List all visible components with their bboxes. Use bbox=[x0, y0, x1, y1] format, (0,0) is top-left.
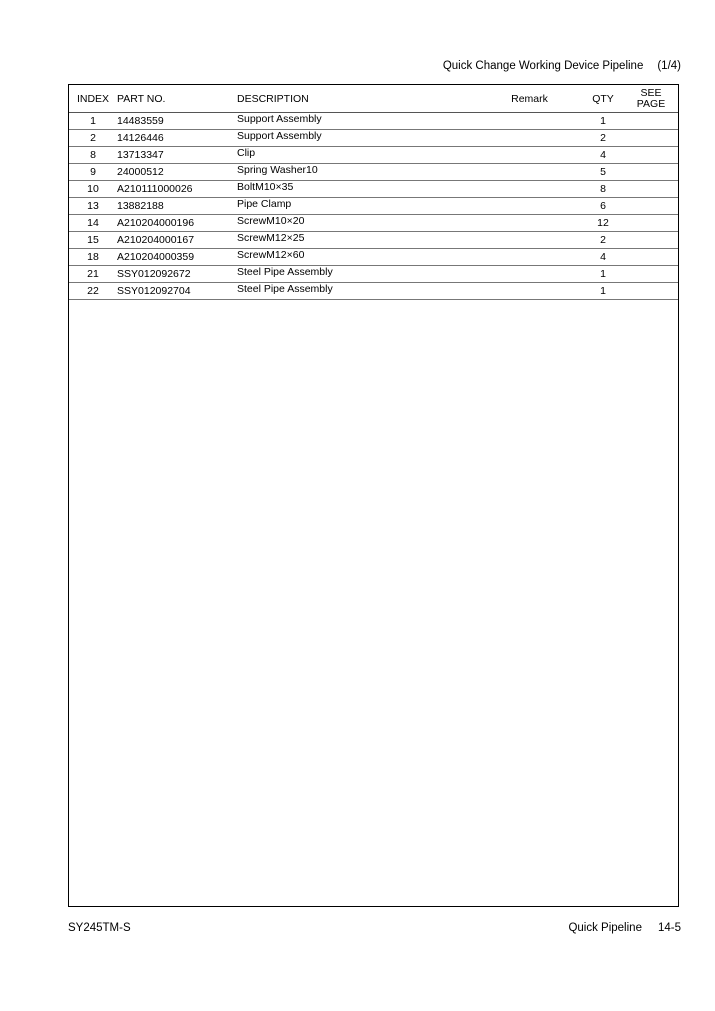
column-header-part-no: PART NO. bbox=[117, 85, 237, 113]
cell-description: ScrewM12×60 bbox=[237, 249, 477, 266]
cell-see-page bbox=[624, 283, 678, 300]
cell-see-page bbox=[624, 232, 678, 249]
table-row bbox=[69, 266, 678, 283]
page-header bbox=[443, 60, 681, 72]
cell-remark bbox=[477, 147, 582, 164]
parts-table-body bbox=[69, 113, 678, 300]
cell-description: Support Assembly bbox=[237, 130, 477, 147]
see-page-line1: SEE bbox=[640, 86, 662, 99]
cell-description: Spring Washer10 bbox=[237, 164, 477, 181]
cell-index: 21 bbox=[69, 266, 117, 283]
table-row bbox=[69, 215, 678, 232]
cell-qty: 2 bbox=[582, 232, 624, 249]
cell-qty: 1 bbox=[582, 283, 624, 300]
cell-index: 10 bbox=[69, 181, 117, 198]
table-header-row bbox=[69, 85, 678, 113]
cell-description: ScrewM10×20 bbox=[237, 215, 477, 232]
table-row bbox=[69, 113, 678, 130]
cell-part-no: 13882188 bbox=[117, 198, 237, 215]
cell-description: Clip bbox=[237, 147, 477, 164]
parts-table bbox=[69, 85, 678, 300]
cell-remark bbox=[477, 164, 582, 181]
cell-qty: 2 bbox=[582, 130, 624, 147]
cell-see-page bbox=[624, 130, 678, 147]
column-header-qty: QTY bbox=[582, 85, 624, 113]
cell-qty: 1 bbox=[582, 113, 624, 130]
cell-see-page bbox=[624, 266, 678, 283]
footer-model: SY245TM-S bbox=[68, 922, 131, 934]
cell-description: Steel Pipe Assembly bbox=[237, 283, 477, 300]
cell-part-no: SSY012092672 bbox=[117, 266, 237, 283]
cell-qty: 4 bbox=[582, 249, 624, 266]
cell-index: 14 bbox=[69, 215, 117, 232]
parts-list-frame bbox=[68, 84, 679, 907]
cell-qty: 5 bbox=[582, 164, 624, 181]
cell-remark bbox=[477, 266, 582, 283]
table-row bbox=[69, 249, 678, 266]
cell-qty: 8 bbox=[582, 181, 624, 198]
table-row bbox=[69, 147, 678, 164]
cell-description: Support Assembly bbox=[237, 113, 477, 130]
cell-remark bbox=[477, 130, 582, 147]
cell-remark bbox=[477, 283, 582, 300]
cell-qty: 4 bbox=[582, 147, 624, 164]
cell-qty: 6 bbox=[582, 198, 624, 215]
cell-part-no: 13713347 bbox=[117, 147, 237, 164]
column-header-see-page bbox=[624, 85, 678, 113]
cell-remark bbox=[477, 181, 582, 198]
table-row bbox=[69, 283, 678, 300]
cell-part-no: A210204000359 bbox=[117, 249, 237, 266]
page-title: Quick Change Working Device Pipeline bbox=[442, 60, 644, 72]
column-header-description: DESCRIPTION bbox=[237, 85, 477, 113]
cell-index: 9 bbox=[69, 164, 117, 181]
cell-part-no: SSY012092704 bbox=[117, 283, 237, 300]
see-page-line2: PAGE bbox=[636, 97, 666, 110]
cell-remark bbox=[477, 249, 582, 266]
cell-qty: 1 bbox=[582, 266, 624, 283]
table-row bbox=[69, 181, 678, 198]
cell-index: 15 bbox=[69, 232, 117, 249]
cell-see-page bbox=[624, 164, 678, 181]
table-row bbox=[69, 198, 678, 215]
cell-part-no: A210111000026 bbox=[117, 181, 237, 198]
cell-remark bbox=[477, 198, 582, 215]
cell-index: 18 bbox=[69, 249, 117, 266]
cell-part-no: A210204000196 bbox=[117, 215, 237, 232]
table-row bbox=[69, 164, 678, 181]
cell-part-no: 14483559 bbox=[117, 113, 237, 130]
cell-part-no: A210204000167 bbox=[117, 232, 237, 249]
cell-see-page bbox=[624, 181, 678, 198]
cell-remark bbox=[477, 113, 582, 130]
page-count: (1/4) bbox=[657, 60, 681, 72]
cell-see-page bbox=[624, 147, 678, 164]
column-header-remark: Remark bbox=[477, 85, 582, 113]
cell-see-page bbox=[624, 249, 678, 266]
cell-description: BoltM10×35 bbox=[237, 181, 477, 198]
table-row bbox=[69, 232, 678, 249]
cell-index: 8 bbox=[69, 147, 117, 164]
cell-see-page bbox=[624, 113, 678, 130]
column-header-index: INDEX bbox=[69, 85, 117, 113]
cell-description: Pipe Clamp bbox=[237, 198, 477, 215]
cell-qty: 12 bbox=[582, 215, 624, 232]
cell-index: 1 bbox=[69, 113, 117, 130]
cell-part-no: 24000512 bbox=[117, 164, 237, 181]
cell-description: Steel Pipe Assembly bbox=[237, 266, 477, 283]
cell-remark bbox=[477, 232, 582, 249]
cell-index: 2 bbox=[69, 130, 117, 147]
footer-right bbox=[568, 922, 681, 934]
footer-page-number: 14-5 bbox=[657, 922, 681, 934]
cell-part-no: 14126446 bbox=[117, 130, 237, 147]
cell-see-page bbox=[624, 198, 678, 215]
cell-description: ScrewM12×25 bbox=[237, 232, 477, 249]
cell-index: 22 bbox=[69, 283, 117, 300]
table-row bbox=[69, 130, 678, 147]
footer-section: Quick Pipeline bbox=[568, 922, 642, 934]
cell-remark bbox=[477, 215, 582, 232]
cell-see-page bbox=[624, 215, 678, 232]
cell-index: 13 bbox=[69, 198, 117, 215]
